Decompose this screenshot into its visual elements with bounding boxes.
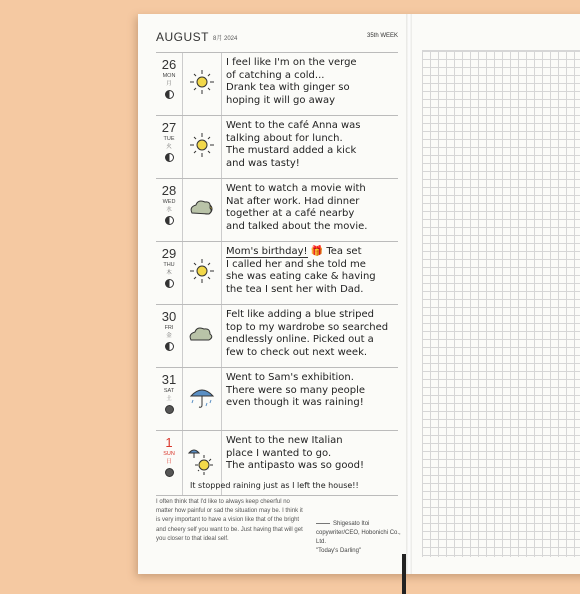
attribution-dash: [316, 523, 330, 524]
diary-entry: I feel like I'm on the verge of catching a cold... Drank tea with ginger so hoping it will go away: [226, 57, 357, 106]
umbrella-sun-icon: [187, 445, 217, 479]
day-row: [156, 367, 398, 430]
day-row: [156, 178, 398, 241]
day-kanji: 木: [166, 270, 172, 276]
day-row: [156, 430, 398, 496]
moon-phase-icon: [165, 342, 174, 351]
attribution-source: "Today's Darling": [316, 548, 362, 554]
weather-column: [183, 179, 222, 241]
diary-entry: Went to Sam's exhibition. There were so many people even though it was raining!: [226, 372, 366, 409]
date-column: [156, 242, 183, 304]
weather-column: [183, 368, 222, 430]
sun-icon: [187, 130, 217, 160]
weekly-page: [138, 14, 407, 574]
entry-body: I called her and she told me she was eating cake & having the tea I sent her with Dad.: [226, 258, 376, 295]
moon-phase-icon: [165, 216, 174, 225]
daily-quote: I often think that I'd like to always keep cheerful no matter how painful or sad the situation may be. I think it is very important to have a vision like that of the bright and cheery self you want to be. Just having that will get you closer to that ideal self.: [156, 499, 303, 542]
day-rows: [156, 52, 398, 496]
day-number: 27: [161, 120, 177, 135]
quote-attribution: [316, 520, 406, 556]
weather-column: [183, 116, 222, 178]
umbrella-icon: [187, 382, 217, 412]
entry-title: Mom's birthday!: [226, 246, 308, 257]
date-column: [156, 431, 183, 495]
day-kanji: 水: [166, 207, 172, 213]
diary-footnote: It stopped raining just as I left the house!!: [190, 481, 359, 490]
moon-phase-icon: [165, 468, 174, 477]
date-column: [156, 305, 183, 367]
date-column: [156, 116, 183, 178]
attribution-name: Shigesato Itoi: [333, 521, 370, 527]
day-of-week: SUN: [163, 451, 175, 457]
hobonichi-notebook: [138, 14, 580, 574]
day-of-week: WED: [162, 199, 176, 205]
day-number: 1: [165, 435, 173, 450]
day-of-week: MON: [162, 73, 176, 79]
day-row: [156, 52, 398, 115]
graph-grid: [422, 50, 580, 557]
day-number: 29: [161, 246, 177, 261]
sun-icon: [187, 67, 217, 97]
month-subdate: 8月 2024: [213, 36, 238, 42]
day-number: 31: [161, 372, 177, 387]
day-of-week: THU: [163, 262, 175, 268]
month-title: AUGUST: [156, 30, 210, 44]
day-of-week: FRI: [164, 325, 174, 331]
attribution-role: copywriter/CEO, Hobonichi Co., Ltd.: [316, 530, 401, 545]
diary-entry: Went to the café Anna was talking about for lunch. The mustard added a kick and was tasty!: [226, 120, 361, 169]
diary-entry: Felt like adding a blue striped top to my wardrobe so searched endlessly online. Picked out a few to check out next week.: [226, 309, 389, 358]
moon-phase-icon: [165, 153, 174, 162]
week-number: 35th WEEK: [366, 33, 398, 39]
diary-entry: Went to the new Italian place I wanted to go. The antipasto was so good!: [226, 435, 364, 472]
date-column: [156, 53, 183, 115]
weather-column: [183, 53, 222, 115]
cloud-sun-icon: [187, 193, 217, 223]
date-column: [156, 179, 183, 241]
day-kanji: 月: [166, 81, 172, 87]
grid-page: [412, 14, 580, 574]
day-of-week: TUE: [163, 136, 175, 142]
day-kanji: 日: [166, 459, 172, 465]
weather-column: [183, 305, 222, 367]
day-kanji: 火: [166, 144, 172, 150]
day-row: [156, 241, 398, 304]
day-number: 26: [161, 57, 177, 72]
day-number: 30: [161, 309, 177, 324]
day-row: [156, 115, 398, 178]
moon-phase-icon: [165, 90, 174, 99]
day-of-week: SAT: [163, 388, 175, 394]
moon-phase-icon: [165, 279, 174, 288]
date-column: [156, 368, 183, 430]
diary-entry: [226, 246, 398, 296]
entry-title-extra: 🎁 Tea set: [310, 246, 362, 257]
sun-icon: [187, 256, 217, 286]
day-number: 28: [161, 183, 177, 198]
moon-phase-icon: [165, 405, 174, 414]
day-kanji: 土: [166, 396, 172, 402]
bookmark-ribbon: [402, 554, 406, 594]
weather-column: [183, 242, 222, 304]
day-kanji: 金: [166, 333, 172, 339]
day-row: [156, 304, 398, 367]
diary-entry: Went to watch a movie with Nat after work. Had dinner together at a café nearby and talked about the movie.: [226, 183, 368, 232]
cloud-icon: [187, 319, 217, 349]
page-header: [156, 30, 398, 46]
